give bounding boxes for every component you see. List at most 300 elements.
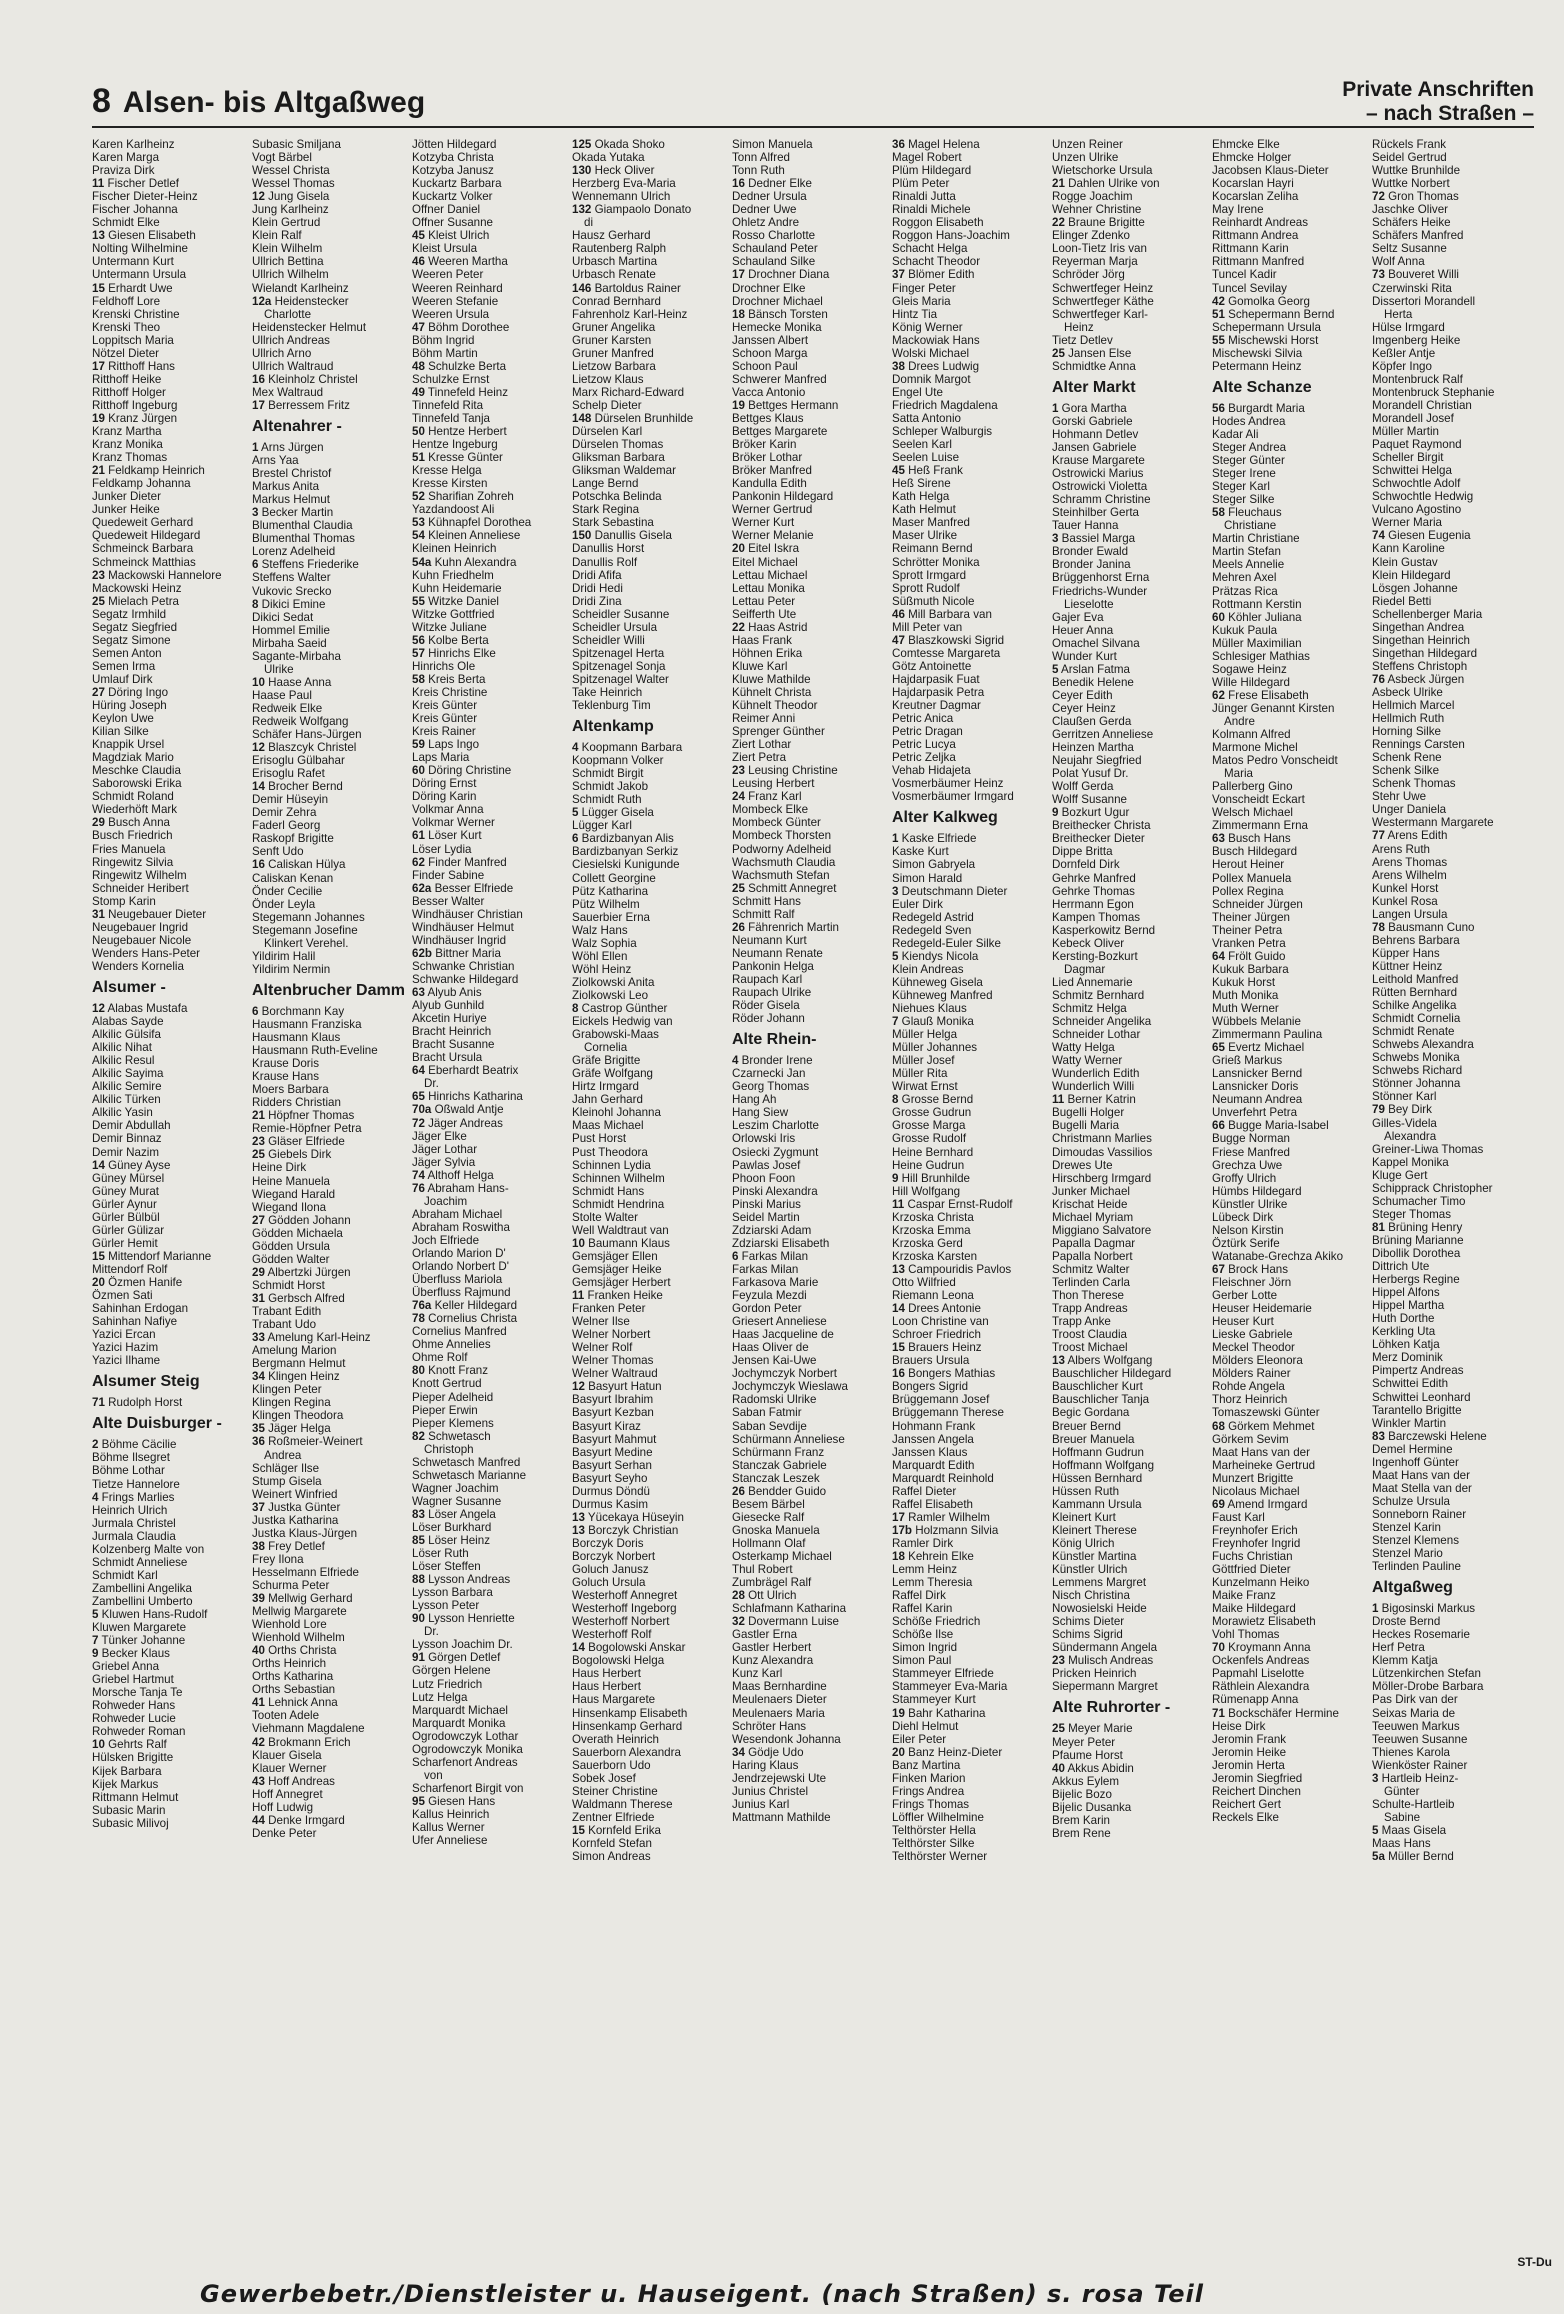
directory-entry: Schramm Christine bbox=[1052, 493, 1151, 507]
house-number: 19 bbox=[892, 1706, 905, 1720]
directory-entry: Ritthoff Heike bbox=[92, 372, 162, 386]
directory-entry: Heine Dirk bbox=[252, 1161, 307, 1175]
directory-entry: Nicolaus Michael bbox=[1212, 1484, 1300, 1498]
directory-entry: Böhm Ingrid bbox=[412, 333, 475, 347]
directory-entry: Sagante-Mirbaha bbox=[252, 649, 341, 663]
directory-entry: Steger Günter bbox=[1212, 454, 1285, 468]
directory-entry: Goluch Janusz bbox=[572, 1563, 649, 1577]
house-number: 81 bbox=[1372, 1220, 1385, 1234]
street-heading: Alte Ruhrorter - bbox=[1052, 1699, 1171, 1717]
directory-entry: Marquardt Edith bbox=[892, 1458, 975, 1472]
directory-entry: Banz Martina bbox=[892, 1758, 961, 1772]
directory-entry: Lübeck Dirk bbox=[1212, 1210, 1274, 1224]
directory-entry: Schäfers Heike bbox=[1372, 216, 1451, 230]
directory-entry: Öztürk Serife bbox=[1212, 1236, 1280, 1250]
corner-mark: ST-Du bbox=[1517, 2255, 1552, 2269]
directory-entry: Gerber Lotte bbox=[1212, 1289, 1278, 1303]
house-number: 11 bbox=[572, 1289, 585, 1303]
directory-entry: Löser Burkhard bbox=[412, 1520, 492, 1534]
house-number: 71 bbox=[92, 1396, 105, 1410]
directory-entry: Wachsmuth Stefan bbox=[732, 868, 830, 882]
directory-entry: Brem Karin bbox=[1052, 1813, 1110, 1827]
directory-entry: Dedner Uwe bbox=[732, 203, 797, 217]
house-number: 80 bbox=[412, 1364, 425, 1378]
directory-entry: 15 Brauers Heinz bbox=[892, 1341, 982, 1355]
directory-entry: Czarnecki Jan bbox=[732, 1067, 806, 1081]
directory-entry: Schacht Theodor bbox=[892, 255, 981, 269]
directory-entry: Gleis Maria bbox=[892, 294, 951, 308]
directory-entry: Stammeyer Kurt bbox=[892, 1693, 976, 1707]
directory-entry: 4 Bronder Irene bbox=[732, 1054, 813, 1068]
directory-entry: Kampen Thomas bbox=[1052, 910, 1141, 924]
directory-entry: Ullrich Waltraud bbox=[252, 359, 334, 373]
directory-entry: Karen Karlheinz bbox=[92, 138, 175, 151]
directory-entry: Hajdarpasik Petra bbox=[892, 685, 985, 699]
directory-entry: 54 Kleinen Anneliese bbox=[412, 529, 521, 543]
directory-entry: Süßmuth Nicole bbox=[892, 594, 975, 608]
directory-entry: Vranken Petra bbox=[1212, 936, 1286, 950]
directory-entry: Ostrowicki Violetta bbox=[1052, 480, 1148, 494]
directory-entry: Eickels Hedwig van bbox=[572, 1015, 673, 1029]
directory-entry: Lemm Heinz bbox=[892, 1563, 958, 1577]
directory-entry: Kocarslan Zeliha bbox=[1212, 190, 1299, 204]
directory-entry: Podworny Adelheid bbox=[732, 842, 832, 856]
directory-entry: Neugebauer Ingrid bbox=[92, 920, 189, 934]
directory-entry: Pütz Katharina bbox=[572, 884, 649, 898]
directory-entry: Dimoudas Vassilios bbox=[1052, 1145, 1153, 1159]
house-number: 58 bbox=[1212, 506, 1225, 520]
house-number: 20 bbox=[92, 1275, 105, 1289]
directory-entry: Ogrodowczyk Lothar bbox=[412, 1729, 519, 1743]
house-number: 24 bbox=[732, 790, 745, 804]
directory-entry: Kappel Monika bbox=[1372, 1155, 1449, 1169]
directory-entry: 56 Kolbe Berta bbox=[412, 633, 489, 647]
house-number: 5 bbox=[892, 949, 899, 963]
house-number: 19 bbox=[732, 398, 745, 412]
directory-entry: Bröker Karin bbox=[732, 438, 797, 452]
house-number: 62b bbox=[412, 946, 432, 960]
listing-column-5 bbox=[732, 138, 890, 2268]
directory-entry: Montenbruck Stephanie bbox=[1372, 385, 1495, 399]
directory-entry: Zumbrägel Ralf bbox=[732, 1576, 812, 1590]
house-number: 1 bbox=[892, 832, 899, 846]
house-number: 26 bbox=[732, 1484, 745, 1498]
directory-entry: Fuchs Christian bbox=[1212, 1549, 1293, 1563]
directory-entry: Georg Thomas bbox=[732, 1080, 810, 1094]
directory-entry: 53 Kühnapfel Dorothea bbox=[412, 516, 532, 530]
directory-entry: Ziert Lothar bbox=[732, 738, 792, 752]
directory-entry: 14 Güney Ayse bbox=[92, 1158, 171, 1172]
directory-entry: Rosso Charlotte bbox=[732, 229, 816, 243]
directory-entry: Vulcano Agostino bbox=[1372, 503, 1462, 517]
house-number: 13 bbox=[572, 1510, 585, 1524]
directory-entry: Offner Susanne bbox=[412, 216, 493, 230]
house-number: 1 bbox=[1052, 401, 1059, 415]
directory-entry: 78 Bausmann Cuno bbox=[1372, 920, 1475, 934]
house-number: 37 bbox=[892, 268, 905, 282]
directory-entry: Ramler Dirk bbox=[892, 1536, 954, 1550]
house-number: 83 bbox=[1372, 1429, 1385, 1443]
directory-entry: Besem Bärbel bbox=[732, 1497, 805, 1511]
directory-entry: Schmitz Helga bbox=[1052, 1002, 1127, 1015]
directory-entry: Friedrich Magdalena bbox=[892, 398, 998, 412]
directory-entry: Remie-Höpfner Petra bbox=[252, 1122, 362, 1136]
directory-entry: Scharfenort Andreas bbox=[412, 1755, 518, 1769]
directory-entry: Hellmich Marcel bbox=[1372, 699, 1455, 713]
directory-entry: Trabant Edith bbox=[252, 1304, 322, 1318]
directory-entry: Schwanke Christian bbox=[412, 959, 515, 973]
directory-entry: Schröder Jörg bbox=[1052, 268, 1125, 282]
directory-entry: Tinnefeld Rita bbox=[412, 398, 484, 412]
directory-entry: 74 Giesen Eugenia bbox=[1372, 529, 1471, 543]
directory-entry: 17b Holzmann Silvia bbox=[892, 1523, 999, 1537]
house-number: 16 bbox=[252, 858, 265, 872]
directory-entry: 25 Schmitt Annegret bbox=[732, 881, 837, 895]
directory-entry: Phoon Foon bbox=[732, 1171, 796, 1185]
directory-entry: Frings Thomas bbox=[892, 1797, 970, 1811]
directory-entry: Drochner Michael bbox=[732, 294, 823, 308]
directory-entry: Kocarslan Hayri bbox=[1212, 177, 1294, 191]
directory-entry: Schlesiger Mathias bbox=[1212, 649, 1310, 663]
directory-entry: 2 Böhme Cäcilie bbox=[92, 1438, 177, 1452]
directory-entry: Yildirim Nermin bbox=[252, 962, 331, 976]
directory-entry: Borczyk Doris bbox=[572, 1536, 644, 1550]
directory-entry: Nisch Christina bbox=[1052, 1589, 1130, 1603]
directory-entry: Stark Regina bbox=[572, 503, 640, 517]
directory-entry: Ringewitz Silvia bbox=[92, 855, 174, 869]
directory-entry: Otto Wilfried bbox=[892, 1275, 956, 1289]
directory-entry: Demir Binnaz bbox=[92, 1132, 162, 1146]
directory-entry: Klein Gertrud bbox=[252, 216, 321, 230]
house-number: 38 bbox=[252, 1539, 265, 1553]
directory-entry: Hoff Ludwig bbox=[252, 1800, 314, 1814]
directory-entry: Stolte Walter bbox=[572, 1210, 638, 1224]
directory-entry: Faderl Georg bbox=[252, 819, 321, 833]
directory-entry: 16 Kleinholz Christel bbox=[252, 372, 358, 386]
directory-entry: Kath Helmut bbox=[892, 503, 956, 517]
house-number: 21 bbox=[92, 464, 105, 478]
directory-entry: Schwanke Hildegard bbox=[412, 973, 519, 986]
directory-entry: Scheidler Ursula bbox=[572, 620, 658, 634]
listing-column-6 bbox=[892, 138, 1050, 2268]
directory-entry: Wöhl Ellen bbox=[572, 949, 628, 963]
house-number: 74 bbox=[412, 1168, 425, 1182]
directory-entry: Magel Robert bbox=[892, 151, 962, 165]
house-number: 82 bbox=[412, 1429, 425, 1443]
house-number: 60 bbox=[412, 764, 425, 778]
house-number: 3 bbox=[892, 884, 899, 898]
directory-entry: Lysson Barbara bbox=[412, 1586, 493, 1600]
directory-entry: Hüring Joseph bbox=[92, 699, 167, 713]
directory-entry: 5 Arslan Fatma bbox=[1052, 662, 1130, 676]
house-number: 76 bbox=[412, 1181, 425, 1195]
house-number: 25 bbox=[92, 594, 105, 608]
directory-entry: Schims Dieter bbox=[1052, 1615, 1125, 1629]
directory-entry: Bardizbanyan Serkiz bbox=[572, 845, 679, 859]
directory-entry: Durmus Kasim bbox=[572, 1497, 649, 1511]
directory-entry: Quedeweit Gerhard bbox=[92, 516, 194, 530]
directory-entry: Wietschorke Ursula bbox=[1052, 164, 1153, 178]
directory-entry: Höhnen Erika bbox=[732, 646, 803, 660]
directory-entry: Schlafmann Katharina bbox=[732, 1602, 847, 1616]
directory-entry: Hausmann Klaus bbox=[252, 1031, 341, 1044]
house-number: 11 bbox=[92, 177, 105, 191]
directory-entry: Montenbruck Ralf bbox=[1372, 372, 1463, 386]
directory-entry: Wübbels Melanie bbox=[1212, 1015, 1301, 1029]
house-number: 51 bbox=[412, 451, 425, 465]
directory-entry: Zentner Elfriede bbox=[572, 1810, 655, 1824]
directory-entry: Yildirim Halil bbox=[252, 949, 316, 963]
page-heading bbox=[92, 82, 425, 121]
directory-entry: Farkas Milan bbox=[732, 1262, 799, 1276]
directory-entry: Reimer Anni bbox=[732, 712, 796, 726]
directory-entry: Löser Ruth bbox=[412, 1547, 469, 1561]
house-number: 5 bbox=[1372, 1823, 1379, 1837]
directory-entry: 59 Laps Ingo bbox=[412, 738, 480, 752]
directory-entry: Schläger Ilse bbox=[252, 1461, 320, 1475]
directory-entry: Janssen Albert bbox=[732, 333, 809, 347]
directory-entry: Bijelic Bozo bbox=[1052, 1787, 1112, 1801]
house-number: 42 bbox=[252, 1735, 265, 1749]
directory-entry: Maike Franz bbox=[1212, 1589, 1276, 1603]
directory-entry: Zdziarski Elisabeth bbox=[732, 1236, 830, 1250]
directory-entry: Windhäuser Christian bbox=[412, 907, 523, 921]
house-number: 46 bbox=[892, 607, 905, 621]
directory-entry: Roggon Elisabeth bbox=[892, 216, 984, 230]
listing-column-4 bbox=[572, 138, 730, 2268]
directory-entry: Schmidt Renate bbox=[1372, 1025, 1455, 1039]
street-heading: Alsumer - bbox=[92, 979, 166, 996]
directory-entry: Kath Helga bbox=[892, 490, 950, 504]
directory-entry: Waldmann Therese bbox=[572, 1797, 673, 1811]
directory-entry: Rohweder Hans bbox=[92, 1699, 176, 1713]
entry-continuation: Herta bbox=[1384, 307, 1413, 321]
directory-entry: Kadar Ali bbox=[1212, 427, 1259, 441]
house-number: 60 bbox=[1212, 610, 1225, 624]
directory-entry: Hausmann Ruth-Eveline bbox=[252, 1044, 378, 1058]
directory-entry: Mölders Rainer bbox=[1212, 1367, 1291, 1381]
directory-entry: Yazdandoost Ali bbox=[412, 503, 495, 517]
directory-entry: 73 Bouveret Willi bbox=[1372, 268, 1459, 282]
directory-entry: Hintz Tia bbox=[892, 307, 938, 321]
directory-entry: Kerkling Uta bbox=[1372, 1325, 1436, 1339]
house-number: 40 bbox=[1052, 1761, 1065, 1775]
directory-entry: Sogawe Heinz bbox=[1212, 662, 1287, 676]
directory-entry: Kranz Martha bbox=[92, 425, 162, 439]
directory-entry: Rittmann Helmut bbox=[92, 1790, 179, 1804]
directory-entry: Krause Doris bbox=[252, 1057, 320, 1071]
directory-entry: Gemsjäger Ellen bbox=[572, 1249, 658, 1263]
directory-entry: Möller-Drobe Barbara bbox=[1372, 1680, 1484, 1694]
directory-entry: Ritthoff Holger bbox=[92, 385, 166, 399]
directory-entry: Kresse Kirsten bbox=[412, 477, 488, 491]
directory-entry: Potschka Belinda bbox=[572, 490, 662, 504]
directory-entry: Klemm Katja bbox=[1372, 1654, 1438, 1668]
directory-entry: Grabowski-Maas bbox=[572, 1028, 659, 1042]
directory-entry: 12 Basyurt Hatun bbox=[572, 1380, 662, 1394]
directory-entry: 17 Ritthoff Hans bbox=[92, 359, 175, 373]
directory-entry: Eitel Michael bbox=[732, 555, 798, 569]
directory-entry: 23 Mackowski Hannelore bbox=[92, 568, 222, 582]
directory-entry: Stammeyer Eva-Maria bbox=[892, 1680, 1008, 1694]
directory-entry: Hinsenkamp Gerhard bbox=[572, 1719, 683, 1733]
house-number: 9 bbox=[892, 1171, 899, 1185]
directory-entry: 4 Frings Marlies bbox=[92, 1490, 175, 1504]
directory-entry: Morsche Tanja Te bbox=[92, 1686, 183, 1700]
directory-entry: 55 Mischewski Horst bbox=[1212, 333, 1319, 347]
directory-entry: Meels Annelie bbox=[1212, 558, 1285, 572]
directory-entry: 66 Bugge Maria-Isabel bbox=[1212, 1119, 1329, 1133]
directory-entry: Meulenaers Dieter bbox=[732, 1693, 827, 1707]
directory-entry: Freynhofer Ingrid bbox=[1212, 1536, 1301, 1550]
directory-entry: Bröker Manfred bbox=[732, 464, 812, 478]
house-number: 77 bbox=[1372, 829, 1385, 843]
directory-entry: 21 Höpfner Thomas bbox=[252, 1109, 355, 1123]
directory-entry: 62 Frese Elisabeth bbox=[1212, 688, 1309, 702]
directory-entry: 21 Feldkamp Heinrich bbox=[92, 464, 205, 478]
directory-entry: Müller Johannes bbox=[892, 1041, 978, 1055]
house-number: 61 bbox=[412, 829, 425, 843]
directory-entry: Gemsjäger Heike bbox=[572, 1262, 662, 1276]
house-number: 6 bbox=[732, 1249, 739, 1263]
directory-entry: 6 Bardizbanyan Alis bbox=[572, 832, 674, 846]
directory-entry: Haas Frank bbox=[732, 633, 792, 647]
directory-entry: Kleist Ursula bbox=[412, 242, 478, 256]
directory-entry: Güney Mürsel bbox=[92, 1171, 165, 1185]
entry-continuation: Andre bbox=[1224, 714, 1255, 728]
directory-entry: 58 Fleuchaus bbox=[1212, 506, 1282, 520]
listing-column-7 bbox=[1052, 138, 1210, 2268]
directory-entry: Frey Ilona bbox=[252, 1552, 304, 1566]
entry-continuation: Cornelia bbox=[584, 1041, 628, 1055]
directory-entry: Griebel Anna bbox=[92, 1660, 160, 1674]
listing-columns bbox=[92, 138, 1532, 2268]
directory-entry: Kammann Ursula bbox=[1052, 1497, 1142, 1511]
directory-entry: Jeromin Siegfried bbox=[1212, 1771, 1303, 1785]
directory-entry: 150 Danullis Gisela bbox=[572, 529, 672, 543]
directory-entry: Dippe Britta bbox=[1052, 845, 1113, 859]
directory-entry: Alkilic Gülsifa bbox=[92, 1028, 161, 1042]
house-number: 23 bbox=[252, 1135, 265, 1149]
directory-entry: Haus Margarete bbox=[572, 1693, 656, 1707]
directory-entry: Urbasch Martina bbox=[572, 255, 658, 269]
directory-entry: Ringewitz Wilhelm bbox=[92, 868, 187, 882]
house-number: 1 bbox=[1372, 1602, 1379, 1616]
directory-entry: Wesendonk Johanna bbox=[732, 1732, 841, 1746]
directory-entry: Gürler Bülbül bbox=[92, 1210, 160, 1224]
directory-entry: Jäger Sylvia bbox=[412, 1155, 476, 1169]
directory-entry: Junker Michael bbox=[1052, 1184, 1130, 1198]
directory-entry: Schacht Helga bbox=[892, 242, 968, 256]
directory-entry: Gerritzen Anneliese bbox=[1052, 728, 1154, 742]
directory-entry: Rogge Joachim bbox=[1052, 190, 1133, 204]
directory-entry: Ullrich Andreas bbox=[252, 333, 330, 347]
directory-entry: Kluwe Karl bbox=[732, 659, 788, 673]
house-number: 13 bbox=[92, 229, 105, 243]
directory-entry: Unverfehrt Petra bbox=[1212, 1106, 1298, 1120]
directory-entry: Riedel Betti bbox=[1372, 594, 1432, 608]
house-number: 54 bbox=[412, 529, 425, 543]
directory-entry: Bronder Ewald bbox=[1052, 545, 1129, 559]
directory-entry: Abraham Michael bbox=[412, 1207, 503, 1221]
directory-entry: 26 Fährenrich Martin bbox=[732, 920, 839, 934]
directory-entry: Hodes Andrea bbox=[1212, 414, 1286, 428]
directory-entry: Riemann Leona bbox=[892, 1289, 974, 1303]
directory-entry: Schroer Friedrich bbox=[892, 1328, 981, 1342]
directory-entry: Bracht Ursula bbox=[412, 1051, 483, 1065]
directory-entry: Weeren Stefanie bbox=[412, 294, 499, 308]
directory-entry: 13 Yücekaya Hüseyin bbox=[572, 1510, 684, 1524]
directory-entry: Wagner Susanne bbox=[412, 1494, 502, 1508]
directory-entry: Lysson Peter bbox=[412, 1599, 480, 1613]
directory-entry: Bracht Susanne bbox=[412, 1038, 495, 1052]
entry-continuation: Günter bbox=[1384, 1784, 1420, 1798]
directory-entry: Hajdarpasik Fuat bbox=[892, 672, 980, 686]
directory-entry: Ceyer Heinz bbox=[1052, 701, 1116, 715]
directory-entry: Bracht Heinrich bbox=[412, 1025, 492, 1039]
directory-entry: Wienköster Rainer bbox=[1372, 1758, 1468, 1772]
directory-entry: Basyurt Mahmut bbox=[572, 1432, 657, 1446]
directory-entry: Windhäuser Helmut bbox=[412, 920, 514, 934]
directory-entry: Demir Abdullah bbox=[92, 1119, 171, 1133]
directory-entry: Walz Hans bbox=[572, 923, 628, 937]
directory-entry: Yazici Hazim bbox=[92, 1341, 159, 1355]
house-number: 64 bbox=[412, 1064, 425, 1078]
directory-entry: Vogt Bärbel bbox=[252, 151, 312, 165]
directory-entry: Schauland Peter bbox=[732, 242, 818, 256]
directory-entry: Volkmar Werner bbox=[412, 816, 495, 830]
house-number: 18 bbox=[732, 307, 745, 321]
directory-entry: Drochner Elke bbox=[732, 281, 806, 295]
house-number: 63 bbox=[1212, 832, 1225, 846]
directory-entry: Pallerberg Gino bbox=[1212, 780, 1293, 794]
house-number: 59 bbox=[412, 738, 425, 752]
directory-entry: Ziolkowski Anita bbox=[572, 975, 655, 989]
directory-entry: Praviza Dirk bbox=[92, 164, 155, 178]
directory-entry: Neumann Kurt bbox=[732, 933, 807, 947]
directory-entry: Schulzke Ernst bbox=[412, 372, 490, 386]
directory-entry: Danullis Horst bbox=[572, 542, 645, 556]
directory-entry: Siepermann Margret bbox=[1052, 1680, 1158, 1694]
house-number: 48 bbox=[412, 359, 425, 373]
directory-entry: Mischewski Silvia bbox=[1212, 346, 1303, 360]
entry-continuation: Christiane bbox=[1224, 519, 1277, 533]
directory-entry: Kandulla Edith bbox=[732, 477, 807, 491]
directory-entry: Müller Maximilian bbox=[1212, 636, 1302, 650]
directory-entry: Kukuk Paula bbox=[1212, 623, 1278, 637]
directory-entry: Wöhl Heinz bbox=[572, 962, 632, 976]
directory-entry: 13 Borczyk Christian bbox=[572, 1523, 679, 1537]
directory-entry: Wessel Thomas bbox=[252, 177, 335, 191]
directory-entry: Janssen Angela bbox=[892, 1432, 974, 1446]
directory-entry: Maike Hildegard bbox=[1212, 1602, 1296, 1616]
directory-entry: 67 Brock Hans bbox=[1212, 1262, 1289, 1276]
directory-entry: Kallus Werner bbox=[412, 1821, 485, 1835]
directory-entry: 1 Bigosinski Markus bbox=[1372, 1602, 1476, 1616]
directory-entry: Maser Ulrike bbox=[892, 529, 958, 543]
directory-entry: 43 Hoff Andreas bbox=[252, 1774, 335, 1788]
directory-entry: 64 Eberhardt Beatrix bbox=[412, 1064, 519, 1078]
directory-entry: Welsch Michael bbox=[1212, 806, 1293, 820]
directory-entry: Schipprack Christopher bbox=[1372, 1181, 1493, 1195]
directory-entry: Jurmala Christel bbox=[92, 1516, 176, 1530]
house-number: 13 bbox=[892, 1262, 905, 1276]
house-number: 62 bbox=[412, 855, 425, 869]
directory-entry: Petric Dragan bbox=[892, 725, 963, 739]
directory-entry: Schmidt Birgit bbox=[572, 767, 644, 781]
directory-entry: Durmus Döndü bbox=[572, 1484, 650, 1498]
directory-entry: Junius Karl bbox=[732, 1797, 790, 1811]
